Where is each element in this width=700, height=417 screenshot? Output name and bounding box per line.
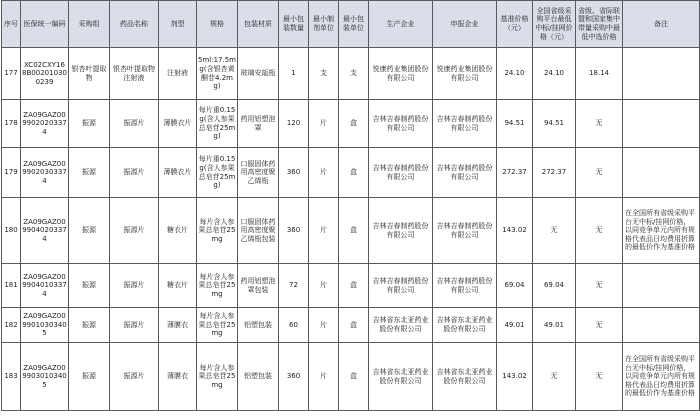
cell-alliance: 无 xyxy=(576,308,623,343)
cell-alliance: 无 xyxy=(576,198,623,264)
col-header-seq: 序号 xyxy=(2,1,21,48)
cell-pkgunit: 盒 xyxy=(339,343,369,411)
cell-national: 无 xyxy=(533,198,576,264)
cell-group: 银杏叶提取物 xyxy=(69,48,110,100)
col-header-unit: 最小制剂单位 xyxy=(309,1,339,48)
col-header-pack: 包装材质 xyxy=(238,1,279,48)
col-header-qty: 最小包装数量 xyxy=(279,1,309,48)
cell-applicant: 吉林吉春制药股份有限公司 xyxy=(433,198,497,264)
col-header-alliance: 省级、省际联盟和国家集中带量采购中最低中选价格 xyxy=(576,1,623,48)
cell-seq: 178 xyxy=(2,100,21,148)
col-header-note: 备注 xyxy=(623,1,700,48)
cell-price: 49.01 xyxy=(497,308,533,343)
cell-code: ZA09GAZ0099020203374 xyxy=(21,100,69,148)
cell-unit: 片 xyxy=(309,100,339,148)
cell-applicant: 悦康药业集团股份有限公司 xyxy=(433,48,497,100)
cell-national: 94.51 xyxy=(533,100,576,148)
col-header-national: 全国省级采购平台最低中标/挂网价格（元） xyxy=(533,1,576,48)
col-header-applicant: 申报企业 xyxy=(433,1,497,48)
cell-name: 振源片 xyxy=(110,264,159,308)
cell-spec: 每片含人参果总皂苷25mg xyxy=(197,308,238,343)
cell-note xyxy=(623,148,700,198)
cell-price: 272.37 xyxy=(497,148,533,198)
cell-form: 糖衣片 xyxy=(159,264,197,308)
cell-pkgunit: 盒 xyxy=(339,148,369,198)
cell-note xyxy=(623,264,700,308)
cell-seq: 183 xyxy=(2,343,21,411)
cell-qty: 360 xyxy=(279,148,309,198)
cell-spec: 每片含人参果总皂苷25mg xyxy=(197,198,238,264)
table-row xyxy=(2,48,700,100)
cell-pkgunit: 盒 xyxy=(339,100,369,148)
cell-maker: 吉林吉春制药股份有限公司 xyxy=(369,198,433,264)
cell-form: 注射液 xyxy=(159,48,197,100)
cell-applicant: 吉林省东北亚药业股份有限公司 xyxy=(433,343,497,411)
cell-price: 143.02 xyxy=(497,198,533,264)
cell-unit: 片 xyxy=(309,148,339,198)
cell-alliance: 无 xyxy=(576,148,623,198)
cell-form: 糖衣片 xyxy=(159,198,197,264)
cell-form: 薄膜衣片 xyxy=(159,100,197,148)
cell-code: XC02CXY168B002010300239 xyxy=(21,48,69,100)
cell-seq: 179 xyxy=(2,148,21,198)
cell-pkgunit: 盒 xyxy=(339,264,369,308)
cell-code: ZA09GAZ0099030103405 xyxy=(21,343,69,411)
cell-alliance: 无 xyxy=(576,343,623,411)
cell-applicant: 吉林吉春制药股份有限公司 xyxy=(433,100,497,148)
cell-pack: 玻璃安瓿瓶 xyxy=(238,48,279,100)
cell-price: 143.02 xyxy=(497,343,533,411)
cell-seq: 182 xyxy=(2,308,21,343)
cell-code: ZA09GAZ0099010303405 xyxy=(21,308,69,343)
cell-code: ZA09GAZ0099040203374 xyxy=(21,198,69,264)
cell-national: 272.37 xyxy=(533,148,576,198)
cell-name: 振源片 xyxy=(110,343,159,411)
cell-form: 薄膜衣 xyxy=(159,343,197,411)
cell-alliance: 无 xyxy=(576,100,623,148)
cell-name: 振源片 xyxy=(110,100,159,148)
cell-spec: 5ml:17.5mg(含银杏黄酮苷4.2mg) xyxy=(197,48,238,100)
cell-pack: 铝塑包装 xyxy=(238,308,279,343)
table-row xyxy=(2,148,700,198)
cell-name: 振源片 xyxy=(110,308,159,343)
cell-maker: 吉林吉春制药股份有限公司 xyxy=(369,264,433,308)
cell-form: 薄膜衣片 xyxy=(159,148,197,198)
cell-unit: 片 xyxy=(309,264,339,308)
cell-national: 69.04 xyxy=(533,264,576,308)
cell-price: 69.04 xyxy=(497,264,533,308)
cell-group: 振源 xyxy=(69,100,110,148)
col-header-spec: 规格 xyxy=(197,1,238,48)
cell-pack: 铝塑包装 xyxy=(238,343,279,411)
cell-qty: 360 xyxy=(279,343,309,411)
cell-pack: 药用铝塑泡罩包装 xyxy=(238,264,279,308)
col-header-maker: 生产企业 xyxy=(369,1,433,48)
table-row xyxy=(2,100,700,148)
cell-pkgunit: 盒 xyxy=(339,308,369,343)
cell-applicant: 吉林吉春制药股份有限公司 xyxy=(433,148,497,198)
cell-unit: 支 xyxy=(309,48,339,100)
cell-qty: 72 xyxy=(279,264,309,308)
cell-pack: 药用铝塑泡罩 xyxy=(238,100,279,148)
col-header-price: 基准价格（元） xyxy=(497,1,533,48)
cell-applicant: 吉林省东北亚药业股份有限公司 xyxy=(433,308,497,343)
cell-qty: 60 xyxy=(279,308,309,343)
cell-qty: 360 xyxy=(279,198,309,264)
cell-applicant: 吉林吉春制药股份有限公司 xyxy=(433,264,497,308)
cell-name: 银杏叶提取物注射液 xyxy=(110,48,159,100)
table-row xyxy=(2,308,700,343)
cell-seq: 177 xyxy=(2,48,21,100)
cell-alliance: 无 xyxy=(576,264,623,308)
cell-pack: 口服固体药用高密度聚乙烯瓶 xyxy=(238,148,279,198)
cell-alliance: 18.14 xyxy=(576,48,623,100)
cell-code: ZA09GAZ0099020303374 xyxy=(21,148,69,198)
cell-note xyxy=(623,48,700,100)
cell-national: 无 xyxy=(533,343,576,411)
cell-name: 振源片 xyxy=(110,198,159,264)
cell-spec: 每片重0.15g(含人参果总皂苷25mg) xyxy=(197,100,238,148)
cell-maker: 吉林省东北亚药业股份有限公司 xyxy=(369,308,433,343)
cell-group: 振源 xyxy=(69,308,110,343)
cell-seq: 180 xyxy=(2,198,21,264)
cell-spec: 每片含人参果总皂苷25mg xyxy=(197,343,238,411)
cell-spec: 每片含人参果总皂苷25mg xyxy=(197,264,238,308)
drug-price-table xyxy=(1,0,700,411)
cell-group: 振源 xyxy=(69,264,110,308)
cell-maker: 悦康药业集团股份有限公司 xyxy=(369,48,433,100)
header-row xyxy=(2,1,700,48)
col-header-pkgunit: 最小包装单位 xyxy=(339,1,369,48)
cell-national: 24.10 xyxy=(533,48,576,100)
cell-unit: 片 xyxy=(309,308,339,343)
cell-pack: 口服固体药用高密度聚乙烯瓶包装 xyxy=(238,198,279,264)
cell-maker: 吉林省东北亚药业股份有限公司 xyxy=(369,343,433,411)
cell-form: 薄膜衣 xyxy=(159,308,197,343)
cell-note: 在全国所有省级采购平台无中标/挂网价格，以同竞争单元内所有规格代表品日均费用折算的最低价作为基准价格 xyxy=(623,343,700,411)
cell-group: 振源 xyxy=(69,198,110,264)
cell-group: 振源 xyxy=(69,148,110,198)
cell-qty: 1 xyxy=(279,48,309,100)
cell-unit: 片 xyxy=(309,343,339,411)
col-header-code: 医保统一编码 xyxy=(21,1,69,48)
cell-name: 振源片 xyxy=(110,148,159,198)
table-row xyxy=(2,198,700,264)
cell-national: 49.01 xyxy=(533,308,576,343)
table-row xyxy=(2,264,700,308)
cell-note xyxy=(623,100,700,148)
cell-code: ZA09GAZ0099040103374 xyxy=(21,264,69,308)
col-header-group: 采购组 xyxy=(69,1,110,48)
cell-pkgunit: 支 xyxy=(339,48,369,100)
cell-price: 24.10 xyxy=(497,48,533,100)
cell-price: 94.51 xyxy=(497,100,533,148)
cell-unit: 片 xyxy=(309,198,339,264)
cell-maker: 吉林吉春制药股份有限公司 xyxy=(369,148,433,198)
cell-spec: 每片重0.15g(含人参果总皂苷25mg) xyxy=(197,148,238,198)
cell-group: 振源 xyxy=(69,343,110,411)
cell-seq: 181 xyxy=(2,264,21,308)
col-header-name: 药品名称 xyxy=(110,1,159,48)
cell-note: 在全国所有省级采购平台无中标/挂网价格，以同竞争单元内所有规格代表品日均费用折算的最低价作为基准价格 xyxy=(623,198,700,264)
cell-maker: 吉林吉春制药股份有限公司 xyxy=(369,100,433,148)
col-header-form: 剂型 xyxy=(159,1,197,48)
cell-qty: 120 xyxy=(279,100,309,148)
table-row xyxy=(2,343,700,411)
cell-note xyxy=(623,308,700,343)
cell-pkgunit: 盒 xyxy=(339,198,369,264)
